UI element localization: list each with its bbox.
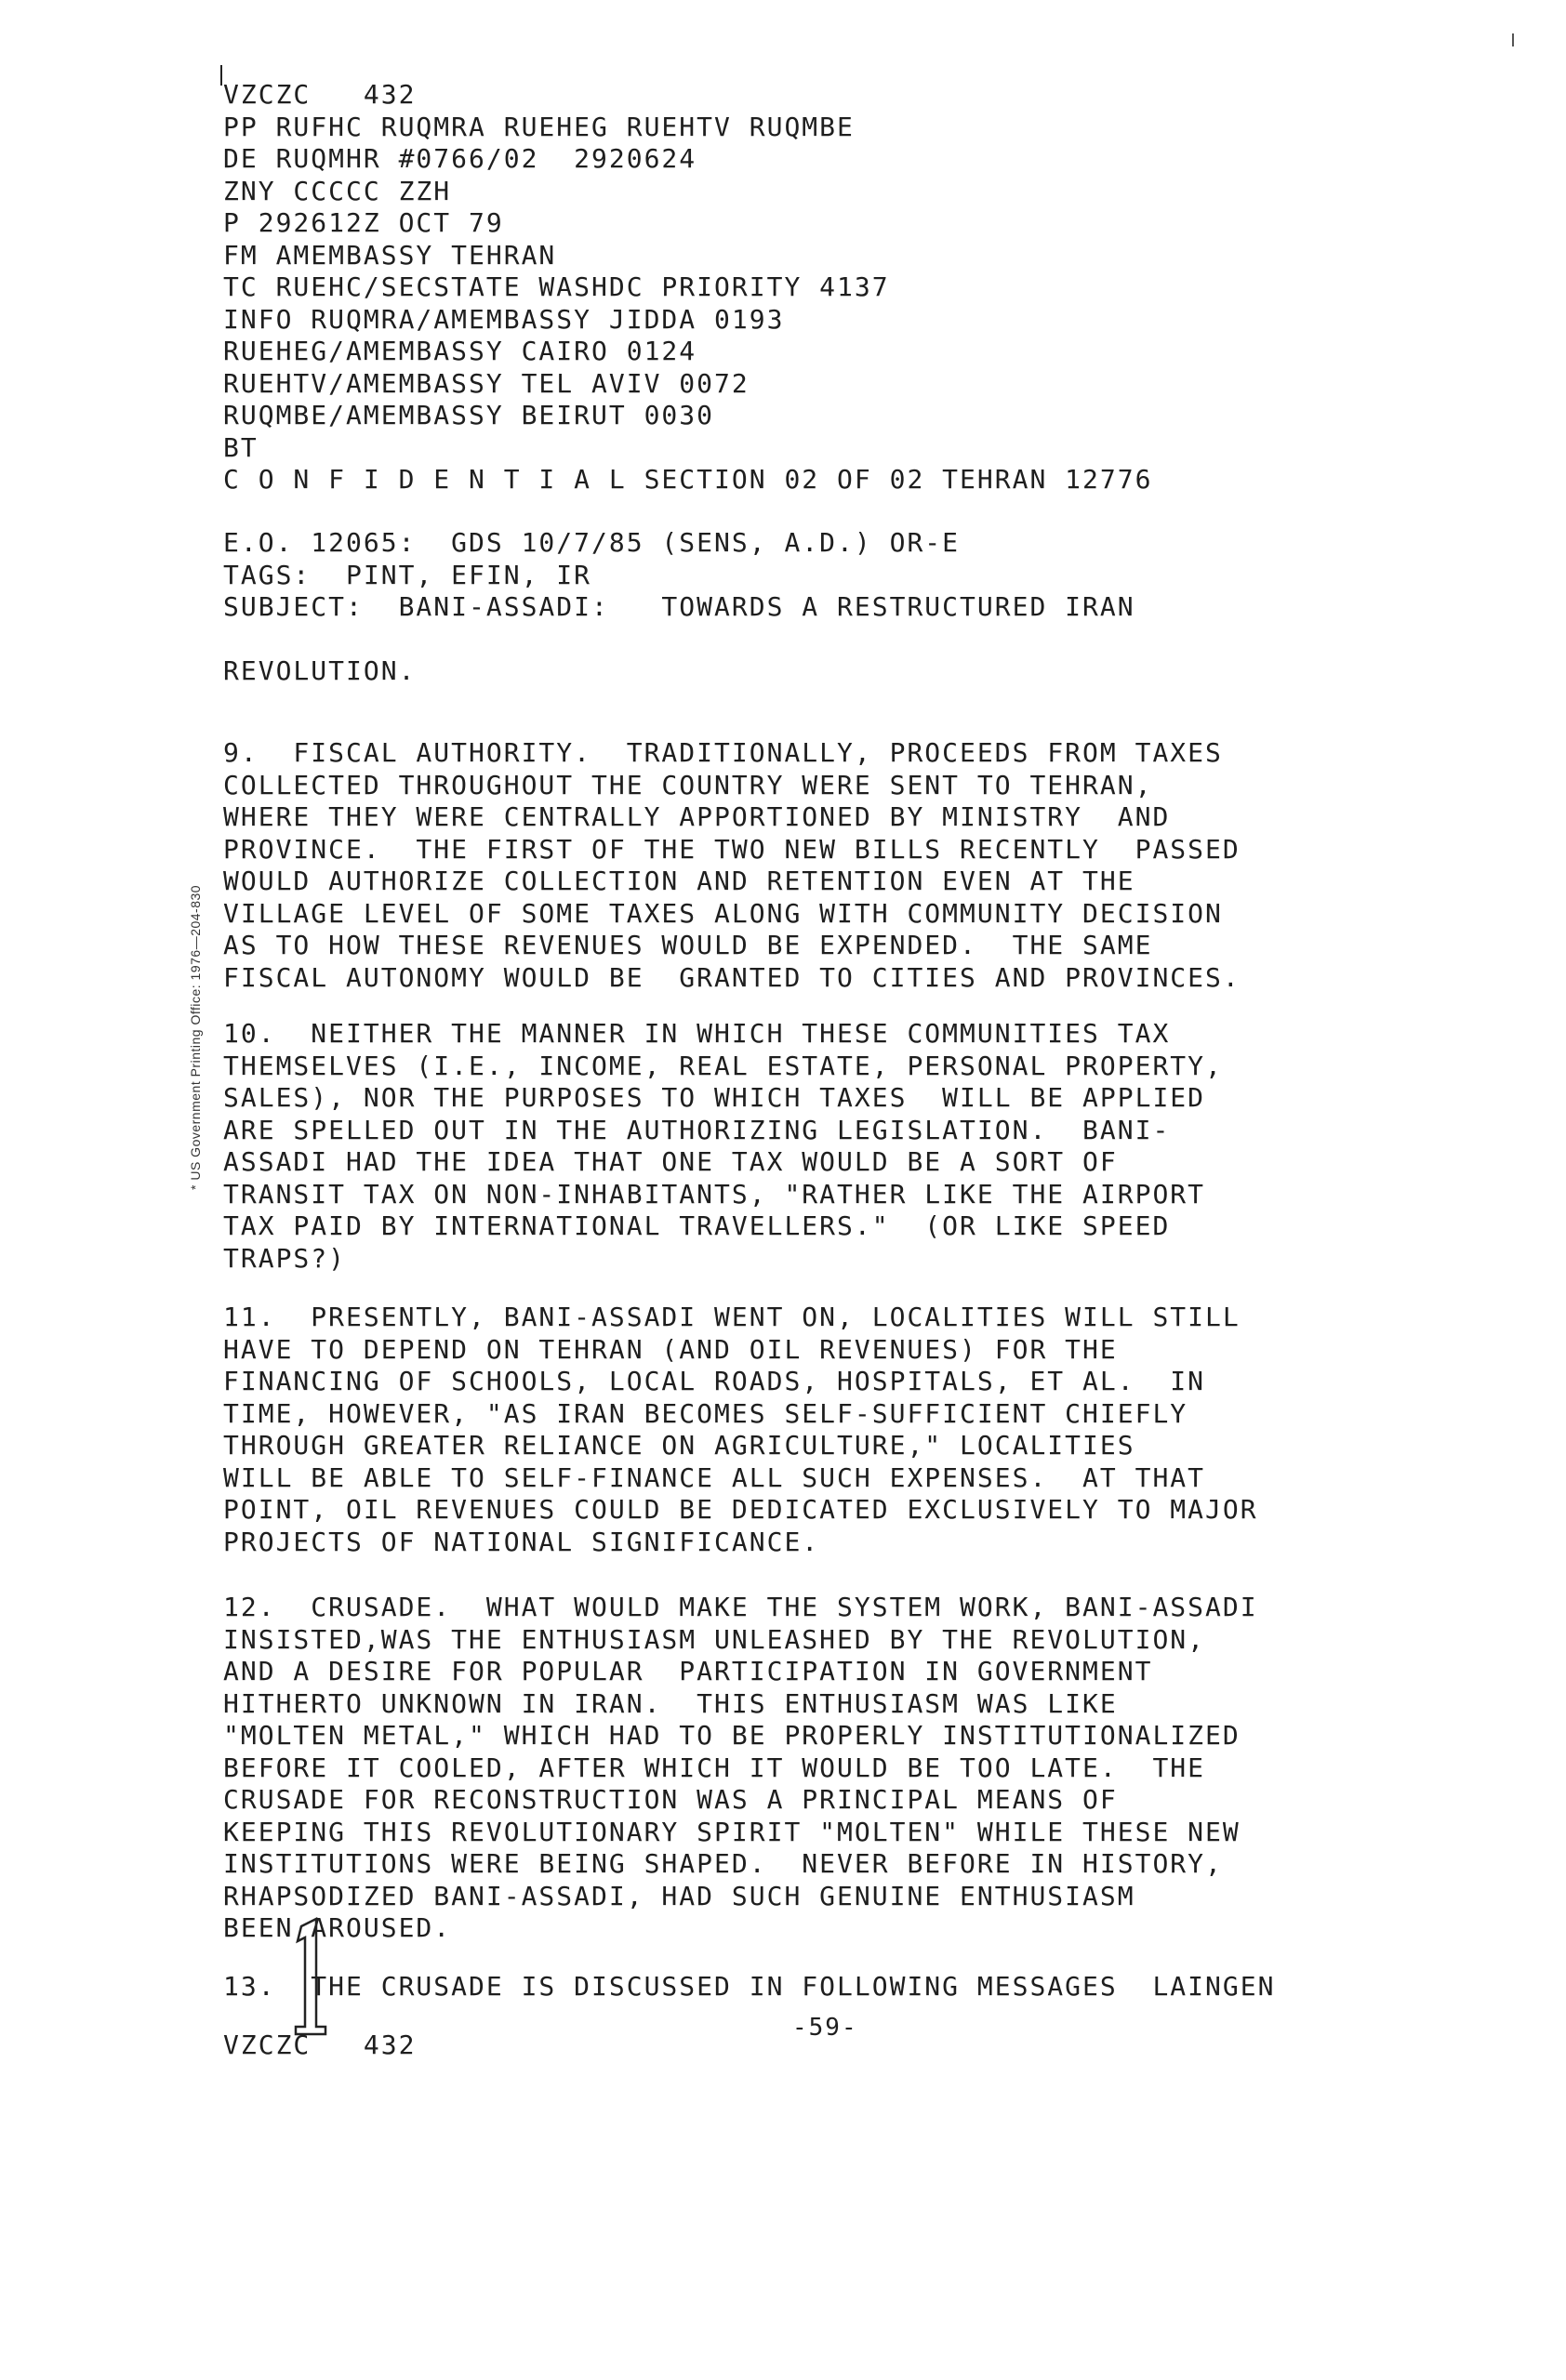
header-line: P 292612Z OCT 79 — [223, 207, 504, 238]
p10-line: TAX PAID BY INTERNATIONAL TRAVELLERS." (OR LIKE SPEED — [223, 1210, 1171, 1241]
header-line: C O N F I D E N T I A L SECTION 02 OF 02 TEHRAN 12776 — [223, 464, 1153, 495]
p10-line: ARE SPELLED OUT IN THE AUTHORIZING LEGISLATION. BANI- — [223, 1114, 1171, 1145]
header-line: RUEHTV/AMEMBASSY TEL AVIV 0072 — [223, 367, 750, 399]
tags-block — [223, 527, 1135, 624]
header-line: VZCZC 432 — [223, 79, 417, 110]
header-line: PP RUFHC RUQMRA RUEHEG RUEHTV RUQMBE — [223, 111, 855, 142]
subject-continuation: REVOLUTION. — [223, 655, 417, 686]
header-line: BT — [223, 431, 259, 463]
cable-header — [223, 79, 1152, 496]
p9-line: WOULD AUTHORIZE COLLECTION AND RETENTION EVEN AT THE — [223, 866, 1135, 896]
header-line: RUQMBE/AMEMBASSY BEIRUT 0030 — [223, 400, 715, 430]
margin-mark — [1512, 33, 1514, 46]
p11-line: WILL BE ABLE TO SELF-FINANCE ALL SUCH EXPENSES. AT THAT — [223, 1461, 1206, 1493]
header-line: FM AMEMBASSY TEHRAN — [223, 239, 557, 271]
p9-line: 9. FISCAL AUTHORITY. TRADITIONALLY, PROCEEDS FROM TAXES — [223, 737, 1223, 768]
section-one-stamp — [292, 1917, 329, 2036]
p9-line: FISCAL AUTONOMY WOULD BE GRANTED TO CITIES AND PROVINCES. — [223, 961, 1241, 993]
p11-line: POINT, OIL REVENUES COULD BE DEDICATED EXCLUSIVELY TO MAJOR — [223, 1494, 1258, 1525]
p12-line: BEEN AROUSED. — [223, 1912, 452, 1943]
paragraph-11 — [223, 1302, 1258, 1558]
p11-line: THROUGH GREATER RELIANCE ON AGRICULTURE," LOCALITIES — [223, 1430, 1135, 1461]
p11-line: HAVE TO DEPEND ON TEHRAN (AND OIL REVENUES) FOR THE — [223, 1333, 1118, 1365]
p10-line: SALES), NOR THE PURPOSES TO WHICH TAXES WILL BE APPLIED — [223, 1082, 1206, 1113]
paragraph-10 — [223, 1018, 1223, 1275]
p12-line: HITHERTO UNKNOWN IN IRAN. THIS ENTHUSIASM WAS LIKE — [223, 1687, 1118, 1719]
p12-line: AND A DESIRE FOR POPULAR PARTICIPATION IN GOVERNMENT — [223, 1656, 1153, 1686]
paragraph-9 — [223, 737, 1241, 994]
p9-line: VILLAGE LEVEL OF SOME TAXES ALONG WITH COMMUNITY DECISION — [223, 897, 1223, 929]
tags-line: SUBJECT: BANI-ASSADI: TOWARDS A RESTRUCTURED IRAN — [223, 591, 1135, 622]
paragraph-12 — [223, 1592, 1258, 1945]
p12-line: CRUSADE FOR RECONSTRUCTION WAS A PRINCIPAL MEANS OF — [223, 1784, 1118, 1815]
p9-line: PROVINCE. THE FIRST OF THE TWO NEW BILLS RECENTLY PASSED — [223, 833, 1241, 865]
p10-line: TRAPS?) — [223, 1242, 347, 1274]
p12-line: INSISTED,WAS THE ENTHUSIASM UNLEASHED BY THE REVOLUTION, — [223, 1623, 1206, 1655]
p11-line: PROJECTS OF NATIONAL SIGNIFICANCE. — [223, 1526, 820, 1557]
header-line: INFO RUQMRA/AMEMBASSY JIDDA 0193 — [223, 303, 785, 335]
p9-line: WHERE THEY WERE CENTRALLY APPORTIONED BY MINISTRY AND — [223, 801, 1171, 832]
tags-line: TAGS: PINT, EFIN, IR — [223, 559, 592, 590]
p12-line: 12. CRUSADE. WHAT WOULD MAKE THE SYSTEM WORK, BANI-ASSADI — [223, 1592, 1258, 1622]
header-line: TC RUEHC/SECSTATE WASHDC PRIORITY 4137 — [223, 271, 890, 302]
p12-line: "MOLTEN METAL," WHICH HAD TO BE PROPERLY INSTITUTIONALIZED — [223, 1720, 1241, 1751]
p11-line: FINANCING OF SCHOOLS, LOCAL ROADS, HOSPITALS, ET AL. IN — [223, 1366, 1206, 1396]
p10-line: ASSADI HAD THE IDEA THAT ONE TAX WOULD BE A SORT OF — [223, 1146, 1118, 1177]
p12-line: BEFORE IT COOLED, AFTER WHICH IT WOULD BE TOO LATE. THE — [223, 1752, 1206, 1783]
paragraph-13: 13. THE CRUSADE IS DISCUSSED IN FOLLOWING MESSAGES LAINGEN — [223, 1971, 1276, 2002]
header-line: DE RUQMHR #0766/02 2920624 — [223, 143, 697, 174]
p10-line: TRANSIT TAX ON NON-INHABITANTS, "RATHER LIKE THE AIRPORT — [223, 1178, 1206, 1210]
p11-line: 11. PRESENTLY, BANI-ASSADI WENT ON, LOCALITIES WILL STILL — [223, 1302, 1241, 1332]
margin-tick — [220, 65, 222, 86]
p9-line: COLLECTED THROUGHOUT THE COUNTRY WERE SENT TO TEHRAN, — [223, 769, 1153, 800]
p10-line: 10. NEITHER THE MANNER IN WHICH THESE COMMUNITIES TAX — [223, 1018, 1171, 1049]
p10-line: THEMSELVES (I.E., INCOME, REAL ESTATE, PERSONAL PROPERTY, — [223, 1050, 1223, 1081]
header-line: RUEHEG/AMEMBASSY CAIRO 0124 — [223, 336, 697, 366]
p9-line: AS TO HOW THESE REVENUES WOULD BE EXPENDED. THE SAME — [223, 930, 1153, 960]
page-number: -59- — [792, 2014, 858, 2042]
tags-line: E.O. 12065: GDS 10/7/85 (SENS, A.D.) OR-E — [223, 527, 961, 558]
p12-line: INSTITUTIONS WERE BEING SHAPED. NEVER BEFORE IN HISTORY, — [223, 1848, 1223, 1879]
p11-line: TIME, HOWEVER, "AS IRAN BECOMES SELF-SUFFICIENT CHIEFLY — [223, 1397, 1188, 1429]
header-line: ZNY CCCCC ZZH — [223, 175, 452, 206]
p12-line: KEEPING THIS REVOLUTIONARY SPIRIT "MOLTEN" WHILE THESE NEW — [223, 1816, 1241, 1847]
gpo-imprint: * US Government Printing Office: 1976—204-830 — [188, 884, 203, 1190]
cable-footer: VZCZC 432 — [223, 2030, 417, 2060]
p12-line: RHAPSODIZED BANI-ASSADI, HAD SUCH GENUINE ENTHUSIASM — [223, 1880, 1135, 1911]
